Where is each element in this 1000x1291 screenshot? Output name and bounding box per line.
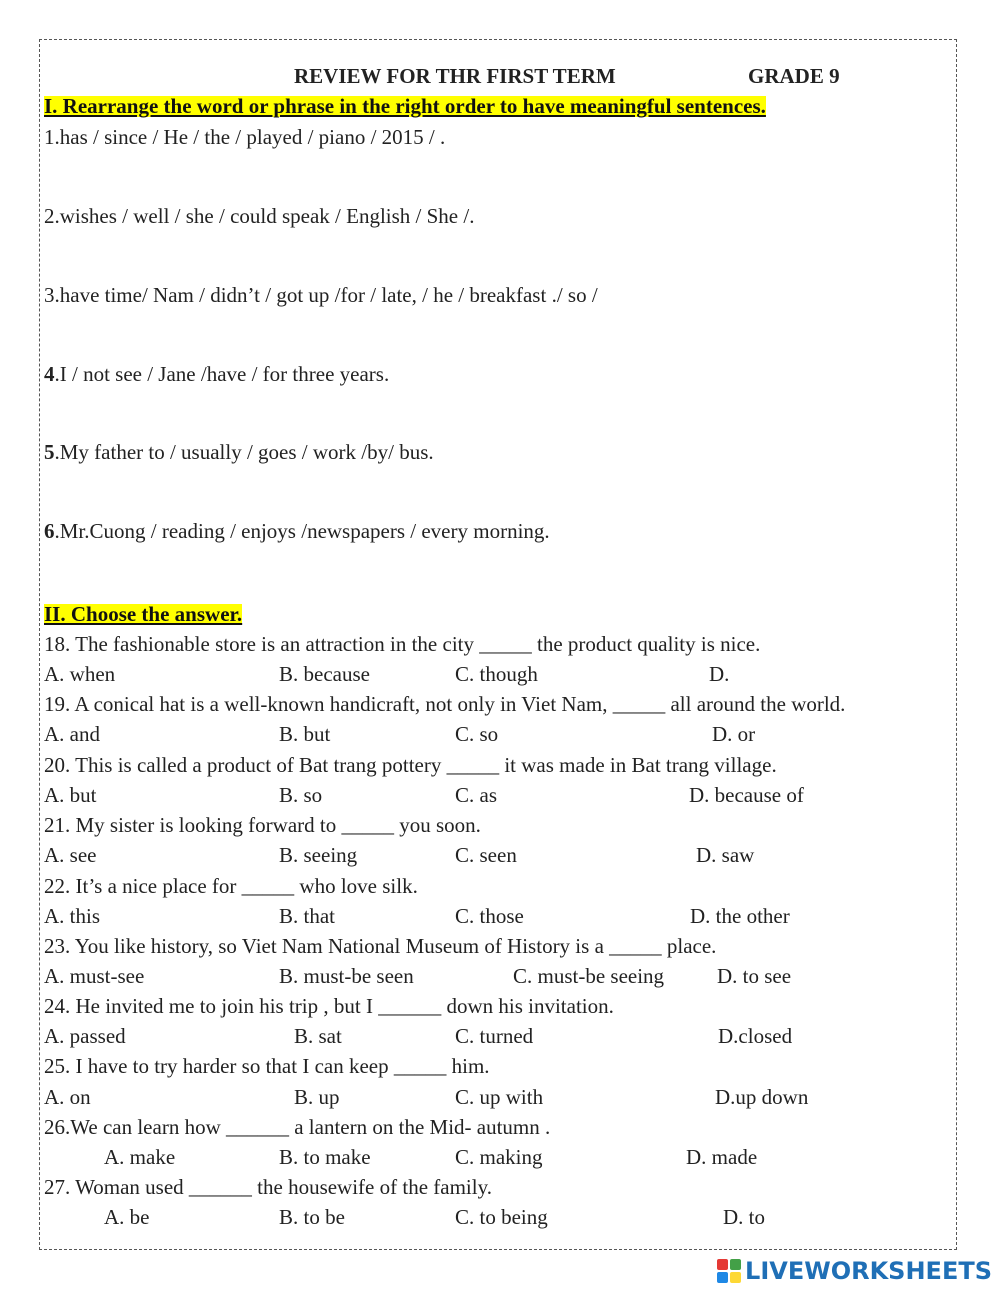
question-25: 25. I have to try harder so that I can keep _____ him. (44, 1054, 490, 1078)
question-20: 20. This is called a product of Bat trang pottery _____ it was made in Bat trang village. (44, 753, 777, 777)
option-d: D. to see (717, 964, 792, 988)
rearrange-item-4 (44, 364, 389, 385)
question-19: 19. A conical hat is a well-known handicraft, not only in Viet Nam, _____ all around the world. (44, 692, 846, 716)
item-number: 6 (44, 519, 55, 543)
question-26: 26.We can learn how ______ a lantern on the Mid- autumn . (44, 1115, 551, 1139)
option-d: D. because of (689, 783, 804, 807)
option-a: A. but (44, 783, 97, 807)
option-d: D. the other (690, 904, 790, 928)
question-21: 21. My sister is looking forward to _____ you soon. (44, 813, 481, 837)
option-a: A. passed (44, 1024, 126, 1048)
item-number: 2. (44, 204, 60, 228)
question-18: 18. The fashionable store is an attraction in the city _____ the product quality is nice. (44, 632, 761, 656)
option-c: C. making (455, 1145, 543, 1169)
rearrange-item-1 (44, 127, 445, 148)
option-c: C. though (455, 662, 538, 686)
grade-label: GRADE 9 (748, 64, 840, 88)
logo-blocks-icon (717, 1259, 741, 1283)
option-c: C. must-be seeing (513, 964, 665, 988)
option-a: A. be (104, 1205, 150, 1229)
item-number: 5 (44, 440, 55, 464)
section-2-heading: II. Choose the answer. (44, 602, 243, 626)
option-a: A. when (44, 662, 116, 686)
question-24: 24. He invited me to join his trip , but I ______ down his invitation. (44, 994, 614, 1018)
option-b: B. seeing (279, 843, 358, 867)
option-b: B. but (279, 722, 331, 746)
section-1-heading: I. Rearrange the word or phrase in the right order to have meaningful sentences. (44, 94, 766, 118)
option-a: A. make (104, 1145, 176, 1169)
option-a: A. see (44, 843, 97, 867)
option-b: B. because (279, 662, 370, 686)
liveworksheets-logo[interactable] (717, 1258, 992, 1284)
option-d: D. or (712, 722, 756, 746)
option-d: D. (709, 662, 730, 686)
item-number: 3. (44, 283, 60, 307)
option-a: A. on (44, 1085, 91, 1109)
item-number: 1. (44, 125, 60, 149)
option-d: D.up down (715, 1085, 809, 1109)
rearrange-item-3 (44, 285, 598, 306)
option-c: C. seen (455, 843, 517, 867)
option-a: A. this (44, 904, 101, 928)
rearrange-item-5 (44, 442, 434, 463)
item-text: .Mr.Cuong / reading / enjoys /newspapers / every morning. (54, 519, 550, 543)
question-23: 23. You like history, so Viet Nam National Museum of History is a _____ place. (44, 934, 717, 958)
option-b: B. sat (294, 1024, 342, 1048)
item-text: wishes / well / she / could speak / English / She /. (59, 204, 475, 228)
option-d: D. saw (696, 843, 755, 867)
question-27: 27. Woman used ______ the housewife of the family. (44, 1175, 492, 1199)
option-d: D. made (686, 1145, 758, 1169)
option-b: B. that (279, 904, 335, 928)
option-c: C. as (455, 783, 497, 807)
item-number: 4 (44, 362, 55, 386)
option-b: B. up (294, 1085, 340, 1109)
option-c: C. turned (455, 1024, 534, 1048)
option-a: A. and (44, 722, 100, 746)
brand-name: LIVEWORKSHEETS (745, 1257, 992, 1285)
option-b: B. to make (279, 1145, 371, 1169)
option-d: D. to (723, 1205, 765, 1229)
option-b: B. must-be seen (279, 964, 414, 988)
item-text: .My father to / usually / goes / work /by/ bus. (54, 440, 434, 464)
item-text: have time/ Nam / didn’t / got up /for / late, / he / breakfast ./ so / (59, 283, 598, 307)
option-b: B. to be (279, 1205, 345, 1229)
rearrange-item-2 (44, 206, 474, 227)
worksheet-title: REVIEW FOR THR FIRST TERM (294, 64, 616, 88)
item-text: has / since / He / the / played / piano / 2015 / . (59, 125, 446, 149)
item-text: .I / not see / Jane /have / for three years. (54, 362, 390, 386)
question-22: 22. It’s a nice place for _____ who love silk. (44, 874, 418, 898)
option-c: C. so (455, 722, 499, 746)
option-d: D.closed (718, 1024, 793, 1048)
option-c: C. to being (455, 1205, 548, 1229)
option-a: A. must-see (44, 964, 145, 988)
option-c: C. those (455, 904, 524, 928)
rearrange-item-6 (44, 521, 550, 542)
option-b: B. so (279, 783, 323, 807)
option-c: C. up with (455, 1085, 544, 1109)
